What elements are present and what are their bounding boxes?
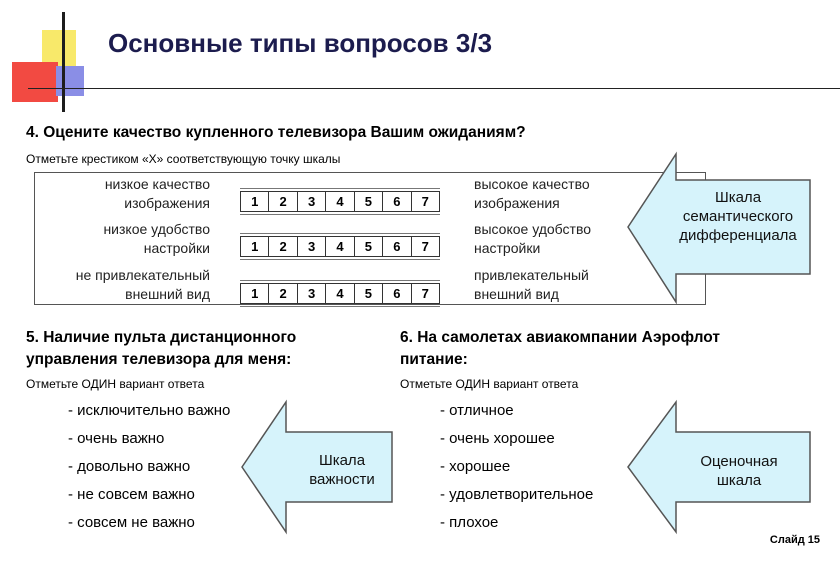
scale-point[interactable]: 4 <box>326 284 354 303</box>
scale-point[interactable]: 3 <box>298 237 326 256</box>
q4-row1-scale <box>240 188 440 215</box>
scale-point[interactable]: 3 <box>298 192 326 211</box>
scale-point[interactable]: 4 <box>326 237 354 256</box>
option-label: - хорошее <box>440 458 511 475</box>
label-line: семантического <box>682 208 794 225</box>
label-line: низкое качество <box>104 176 210 192</box>
label-line: шкала <box>716 472 762 489</box>
scale-point[interactable]: 2 <box>269 237 297 256</box>
scale-point[interactable]: 2 <box>269 192 297 211</box>
scale-point[interactable]: 6 <box>383 237 411 256</box>
q4-question: 4. Оцените качество купленного телевизора Вашим ожиданиям? <box>26 124 526 141</box>
scale-point[interactable]: 4 <box>326 192 354 211</box>
label-line: привлекательный <box>474 267 589 283</box>
logo-blue-square <box>56 66 84 96</box>
option-label: - очень хорошее <box>440 430 555 447</box>
q6-option[interactable] <box>428 402 514 419</box>
option-label: - отличное <box>440 402 514 419</box>
label-line: внешний вид <box>125 286 210 302</box>
label-line: Оценочная <box>700 453 778 470</box>
option-label: - не совсем важно <box>68 486 195 503</box>
option-label: - удовлетворительное <box>440 486 594 503</box>
label-line: внешний вид <box>474 286 559 302</box>
scale-point[interactable]: 3 <box>298 284 326 303</box>
q5-option[interactable] <box>56 458 190 475</box>
scale-point[interactable]: 5 <box>355 192 383 211</box>
q4-row2-left-label <box>40 220 210 258</box>
scale-point[interactable]: 1 <box>241 192 269 211</box>
logo-red-square <box>12 62 58 102</box>
label-line: низкое удобство <box>103 221 210 237</box>
title-divider <box>28 88 840 89</box>
slide-title: Основные типы вопросов 3/3 <box>108 28 493 58</box>
q6-question <box>400 327 720 371</box>
option-label: - довольно важно <box>68 458 191 475</box>
label-line: Шкала <box>714 189 762 206</box>
q5-option[interactable] <box>56 402 230 419</box>
scale-point[interactable]: 7 <box>421 194 429 209</box>
label-line: высокое удобство <box>474 221 592 237</box>
scale-point[interactable]: 1 <box>241 237 269 256</box>
option-label: - плохое <box>440 514 499 531</box>
scale-point[interactable]: 7 <box>421 239 429 254</box>
label-line: настройки <box>474 240 541 256</box>
scale-point[interactable]: 6 <box>383 192 411 211</box>
q4-row2-scale <box>240 233 440 260</box>
label-line: высокое качество <box>474 176 590 192</box>
q4-row1-right-label <box>474 175 590 213</box>
option-label: - совсем не важно <box>68 514 195 531</box>
slide-number: Слайд 15 <box>769 534 820 546</box>
label-line: изображения <box>124 195 210 211</box>
label-line: не привлекательный <box>75 267 210 283</box>
question-line: 5. Наличие пульта дистанционного <box>26 329 297 346</box>
q5-instruction: Отметьте ОДИН вариант ответа <box>26 377 205 391</box>
q6-option[interactable] <box>428 458 510 475</box>
importance-scale-label <box>296 451 388 489</box>
option-label: - очень важно <box>68 430 165 447</box>
question-line: управления телевизора для меня: <box>26 351 292 368</box>
scale-point[interactable]: 5 <box>355 237 383 256</box>
q6-option[interactable] <box>428 430 555 447</box>
scale-point[interactable]: 5 <box>355 284 383 303</box>
logo-vertical-line <box>62 12 65 112</box>
scale-point[interactable]: 1 <box>241 284 269 303</box>
scale-point[interactable]: 6 <box>383 284 411 303</box>
scale-point[interactable]: 2 <box>269 284 297 303</box>
q6-option[interactable] <box>428 514 498 531</box>
q4-row1-left-label <box>40 175 210 213</box>
label-line: настройки <box>143 240 210 256</box>
q6-option[interactable] <box>428 486 593 503</box>
question-line: питание: <box>400 351 468 368</box>
q5-question <box>26 327 296 371</box>
q4-instruction: Отметьте крестиком «Х» соответствующую точку шкалы <box>26 152 341 166</box>
scale-point[interactable]: 7 <box>421 286 429 301</box>
rating-scale-label <box>674 452 804 490</box>
label-line: дифференциала <box>679 227 797 244</box>
q6-instruction: Отметьте ОДИН вариант ответа <box>400 377 579 391</box>
q5-option[interactable] <box>56 486 195 503</box>
label-line: важности <box>309 471 375 488</box>
label-line: Шкала <box>318 452 366 469</box>
q4-row3-right-label <box>474 266 589 304</box>
semantic-differential-label <box>664 188 812 245</box>
label-line: изображения <box>474 195 560 211</box>
q4-row3-left-label <box>40 266 210 304</box>
q5-option[interactable] <box>56 514 195 531</box>
q4-row2-right-label <box>474 220 591 258</box>
q5-option[interactable] <box>56 430 164 447</box>
option-label: - исключительно важно <box>68 402 231 419</box>
question-line: 6. На самолетах авиакомпании Аэрофлот <box>400 329 720 346</box>
q4-row3-scale <box>240 280 440 307</box>
